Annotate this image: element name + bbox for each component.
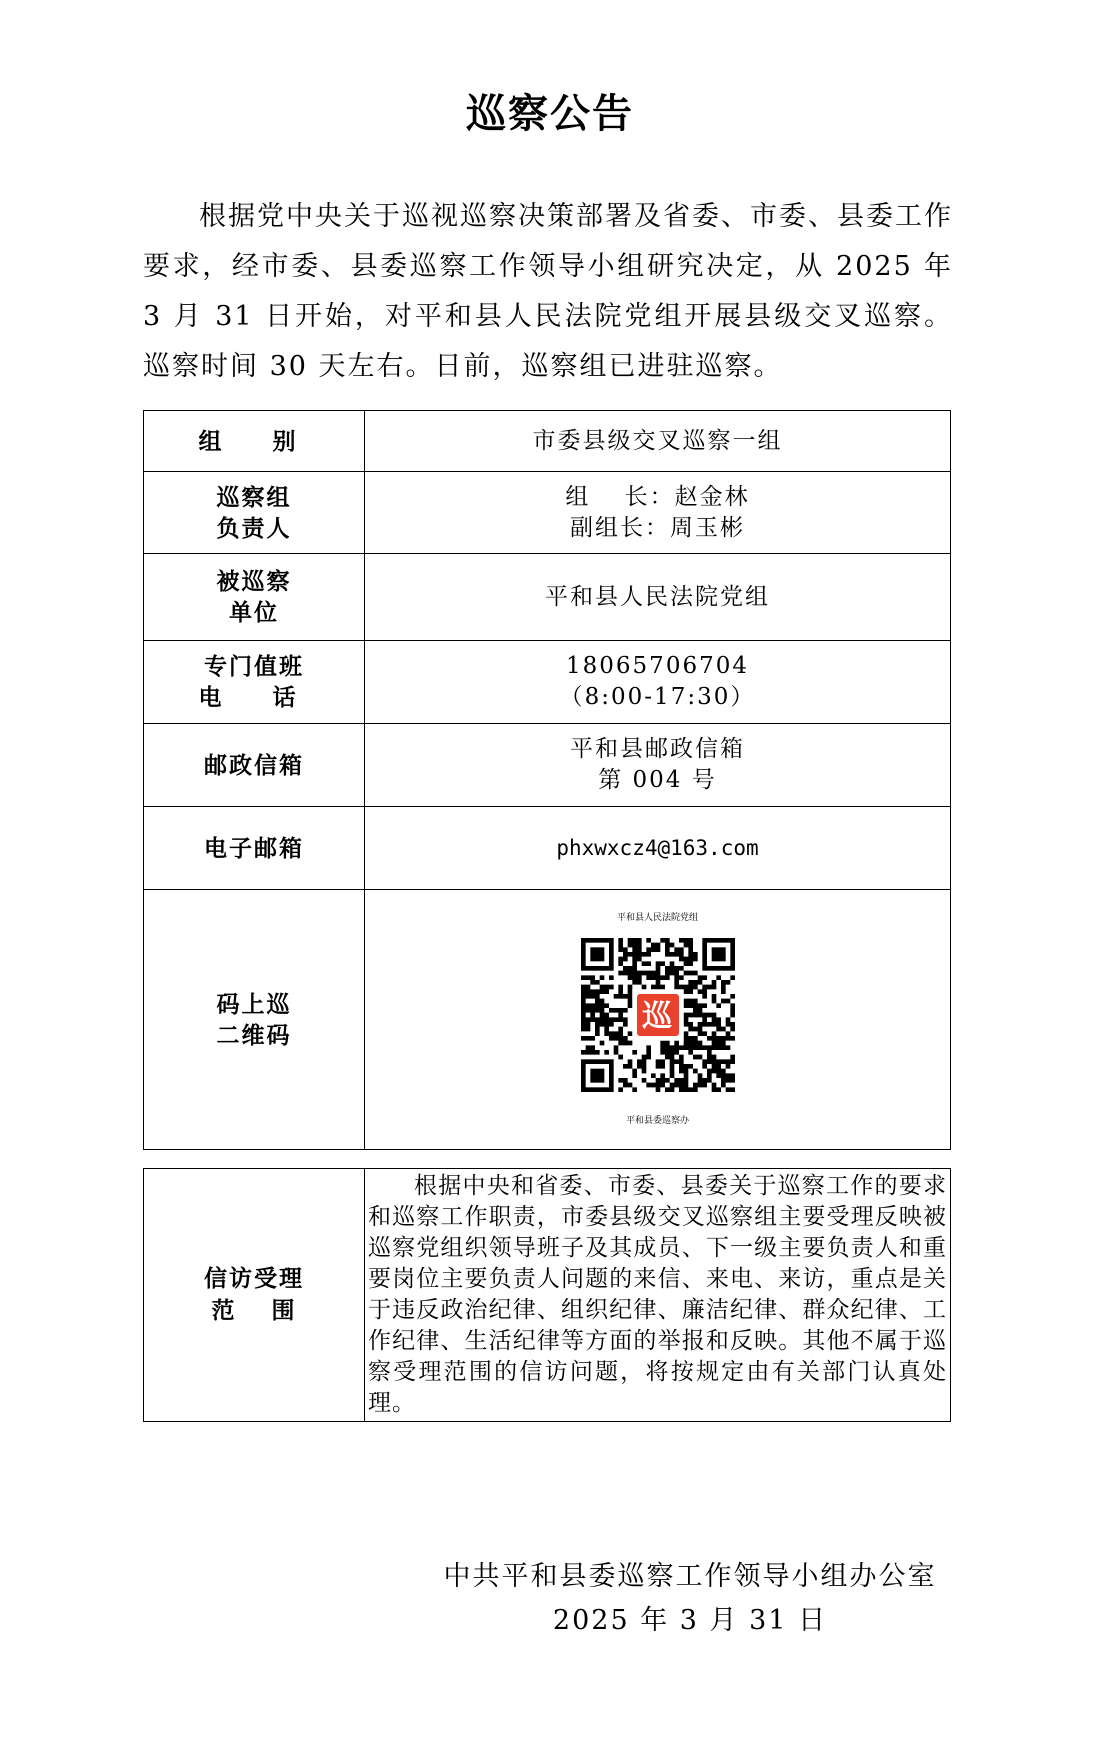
table-row [144, 411, 951, 472]
group-value: 市委县级交叉巡察一组 [365, 411, 951, 472]
signature-org: 中共平和县委巡察工作领导小组办公室 [443, 1561, 937, 1592]
qr-logo-char: 巡 [641, 999, 674, 1034]
info-table [143, 410, 951, 1150]
leader-label: 巡察组 负责人 [144, 472, 365, 554]
qr-cell [365, 890, 951, 1150]
qr-caption-top: 平和县人民法院党组 [616, 913, 698, 923]
mail-label: 邮政信箱 [144, 724, 365, 807]
phone-value: 18065706704 （8:00-17:30） [365, 641, 951, 724]
signature-block [440, 1555, 940, 1643]
intro-paragraph: 根据党中央关于巡视巡察决策部署及省委、市委、县委工作要求，经市委、县委巡察工作领导小组研究决定，从 2025 年 3 月 31 日开始，对平和县人民法院党组开展县级交叉巡察。巡察时间 30 天左右。日前，巡察组已进驻巡察。 [143, 201, 953, 382]
page-title: 巡察公告 [466, 91, 634, 137]
phone-label: 专门值班 电 话 [144, 641, 365, 724]
scope-content: 根据中央和省委、市委、县委关于巡察工作的要求和巡察工作职责，市委县级交叉巡察组主要受理反映被巡察党组织领导班子及其成员、下一级主要负责人和重要岗位主要负责人问题的来信、来电、来访，重点是关于违反政治纪律、组织纪律、廉洁纪律、群众纪律、工作纪律、生活纪律等方面的举报和反映。其他不属于巡察受理范围的信访问题，将按规定由有关部门认真处理。 [365, 1169, 951, 1422]
table-row [144, 724, 951, 807]
scope-label: 信访受理 范 围 [144, 1169, 365, 1422]
table-row [144, 1169, 951, 1422]
table-row [144, 641, 951, 724]
qr-caption-bottom: 平和县委巡察办 [625, 1116, 689, 1126]
table-row [144, 554, 951, 641]
group-label: 组 别 [144, 411, 365, 472]
table-row [144, 807, 951, 890]
qr-code-block [573, 912, 743, 1127]
signature-date: 2025 年 3 月 31 日 [552, 1605, 828, 1636]
scope-table [143, 1168, 951, 1422]
table-row [144, 472, 951, 554]
qr-label: 码上巡 二维码 [144, 890, 365, 1150]
mail-value: 平和县邮政信箱 第 004 号 [365, 724, 951, 807]
email-value: phxwxcz4@163.com [365, 807, 951, 890]
unit-value: 平和县人民法院党组 [365, 554, 951, 641]
email-label: 电子邮箱 [144, 807, 365, 890]
unit-label: 被巡察 单位 [144, 554, 365, 641]
table-row [144, 890, 951, 1150]
qr-code-image[interactable] [581, 938, 735, 1092]
leader-value: 组 长：赵金林 副组长：周玉彬 [365, 472, 951, 554]
